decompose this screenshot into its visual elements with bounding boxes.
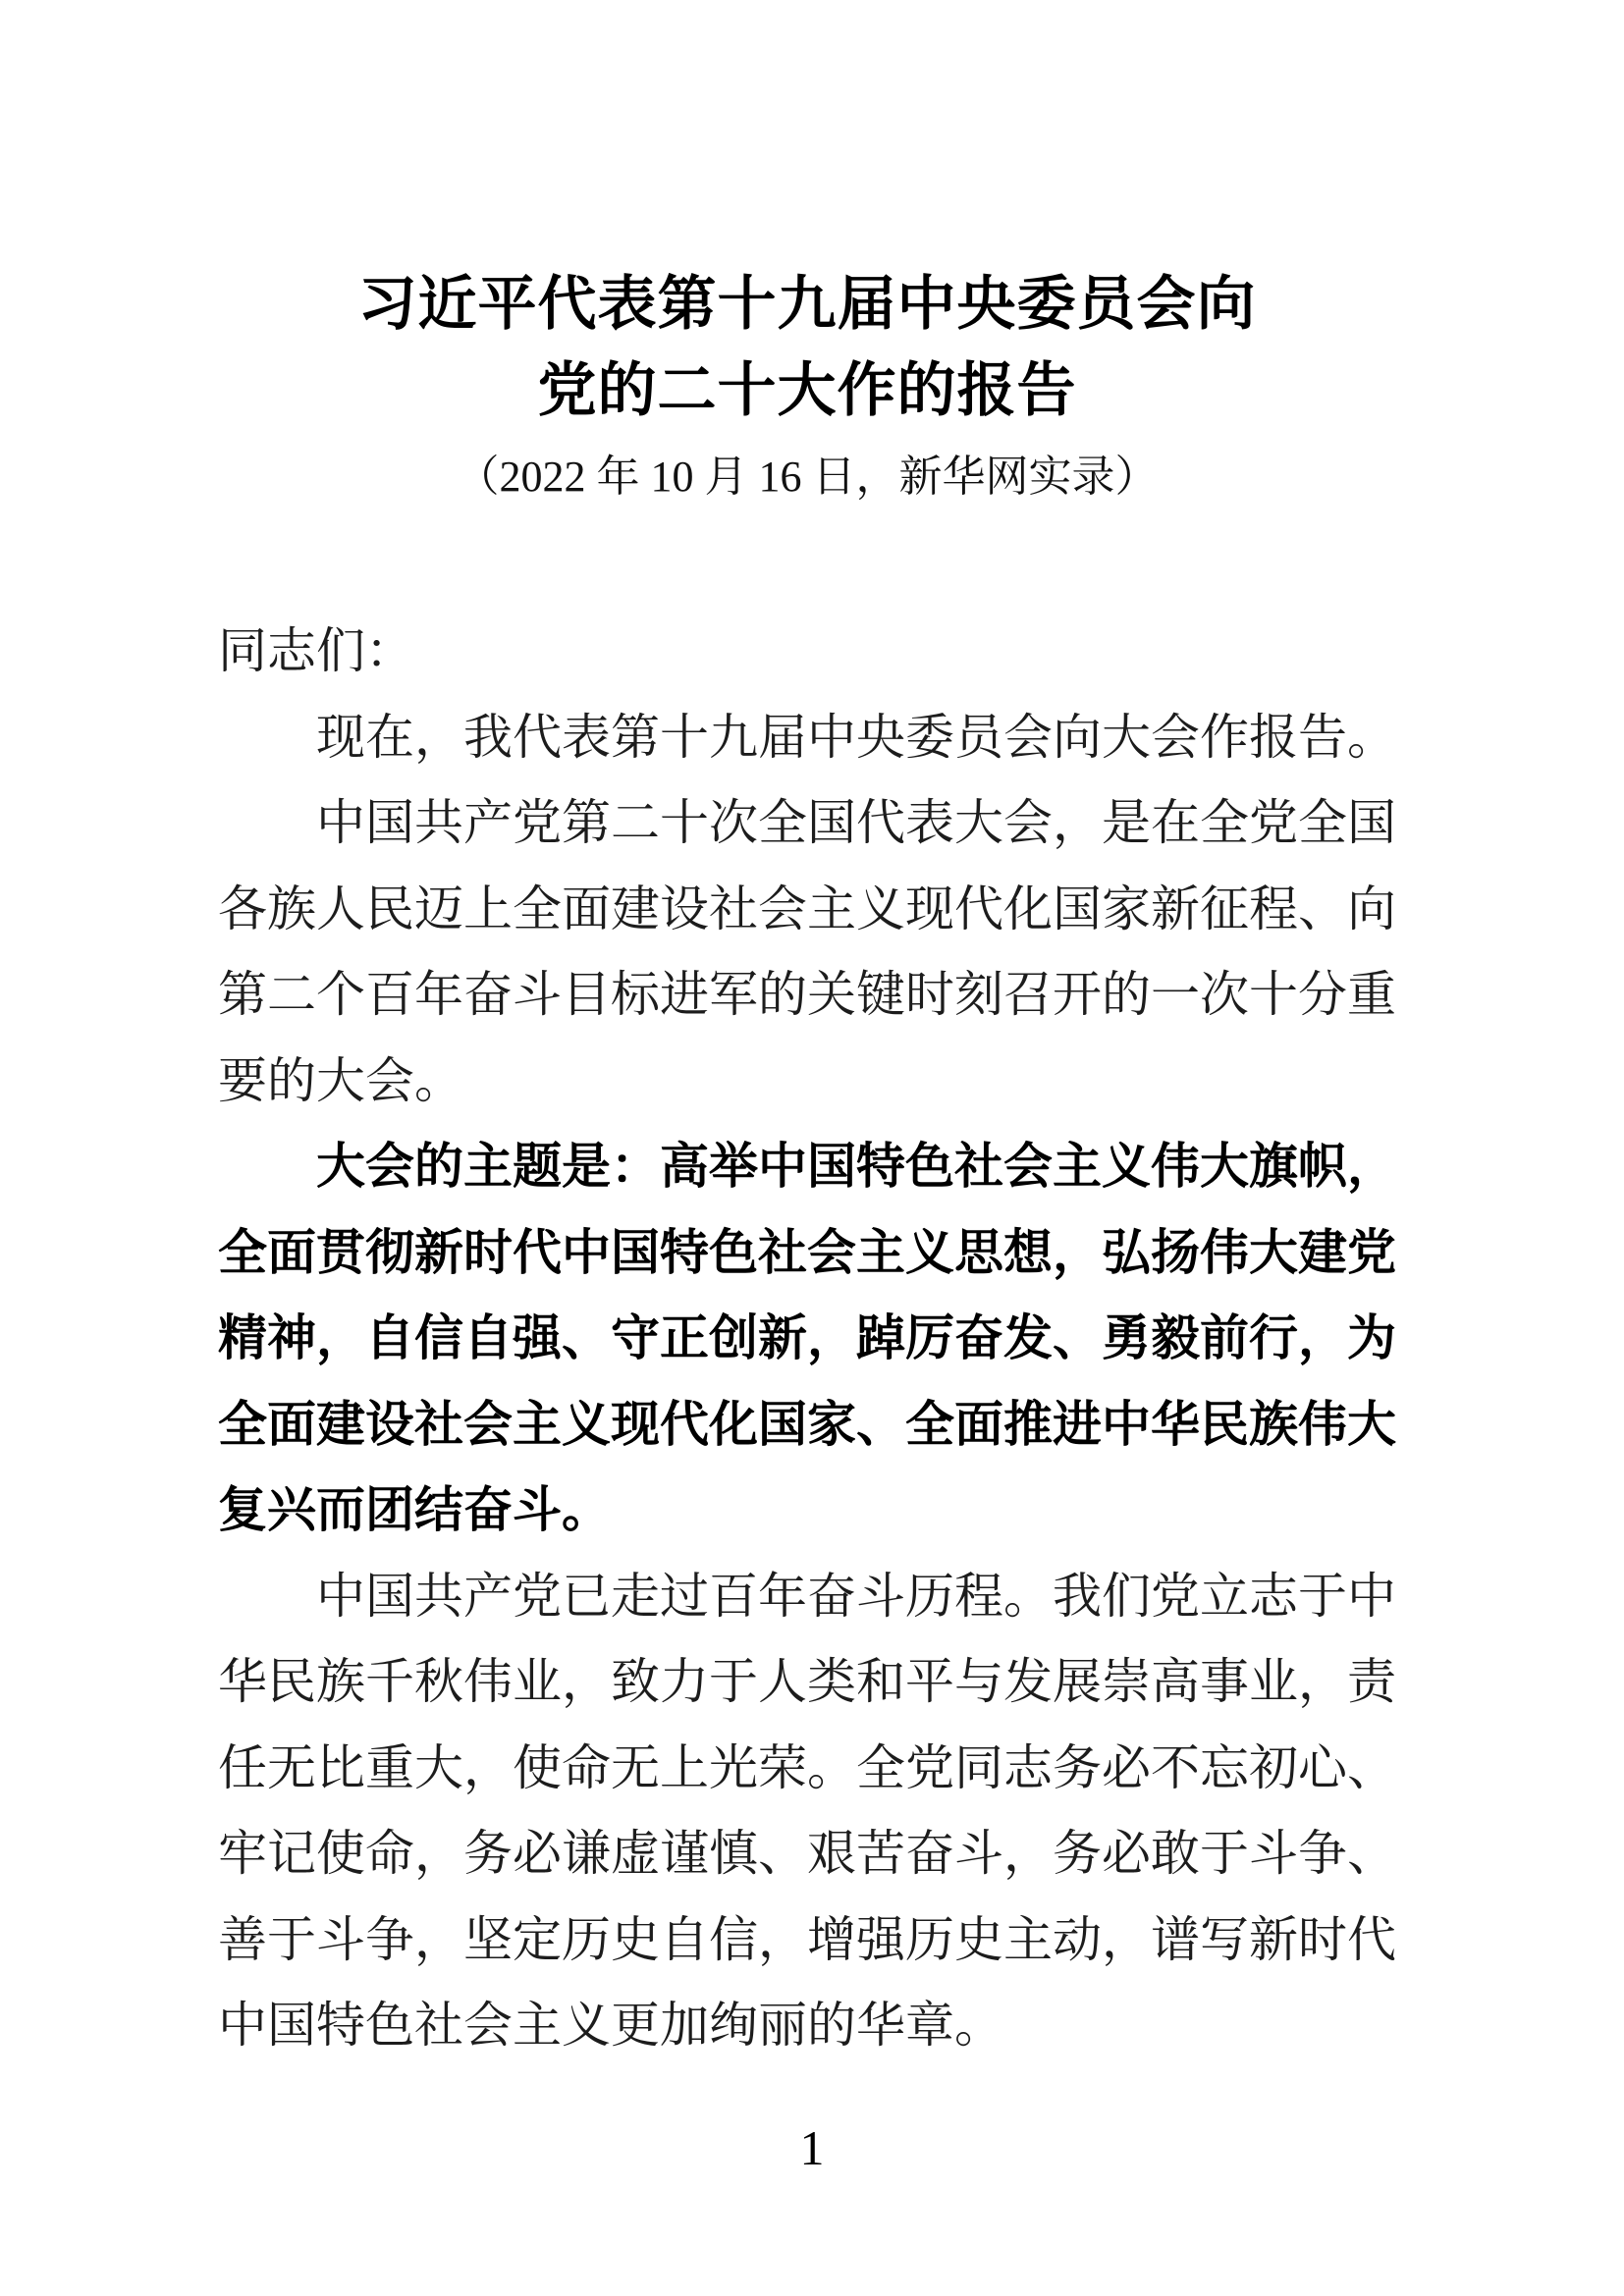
title-line-1: 习近平代表第十九届中央委员会向 [357, 271, 1257, 337]
title-line-2: 党的二十大作的报告 [537, 357, 1077, 423]
paragraph: 中国共产党已走过百年奋斗历程。我们党立志于中华民族千秋伟业，致力于人类和平与发展崇高事业，责任无比重大，使命无上光荣。全党同志务必不忘初心、牢记使命，务必谦虚谨慎、艰苦奋斗，务必敢于斗争、善于斗争，坚定历史自信，增强历史主动，谱写新时代中国特色社会主义更加绚丽的华章。 [218, 1568, 1396, 2053]
paragraph-salutation: 同志们： [218, 623, 414, 678]
paragraph-congress-theme: 大会的主题是：高举中国特色社会主义伟大旗帜，全面贯彻新时代中国特色社会主义思想，弘扬伟大建党精神，自信自强、守正创新，踔厉奋发、勇毅前行，为全面建设社会主义现代化国家、全面推进中华民族伟大复兴而团结奋斗。 [218, 1139, 1396, 1537]
document-body [218, 609, 1396, 2069]
document-title [218, 261, 1396, 434]
paragraph: 中国共产党第二十次全国代表大会，是在全党全国各族人民迈上全面建设社会主义现代化国家新征程、向第二个百年奋斗目标进军的关键时刻召开的一次十分重要的大会。 [218, 795, 1396, 1108]
page-number: 1 [799, 2120, 825, 2175]
page-content [218, 0, 1396, 2069]
paragraph: 现在，我代表第十九届中央委员会向大会作报告。 [316, 709, 1396, 765]
document-subtitle: （2022 年 10 月 16 日，新华网实录） [456, 453, 1159, 501]
